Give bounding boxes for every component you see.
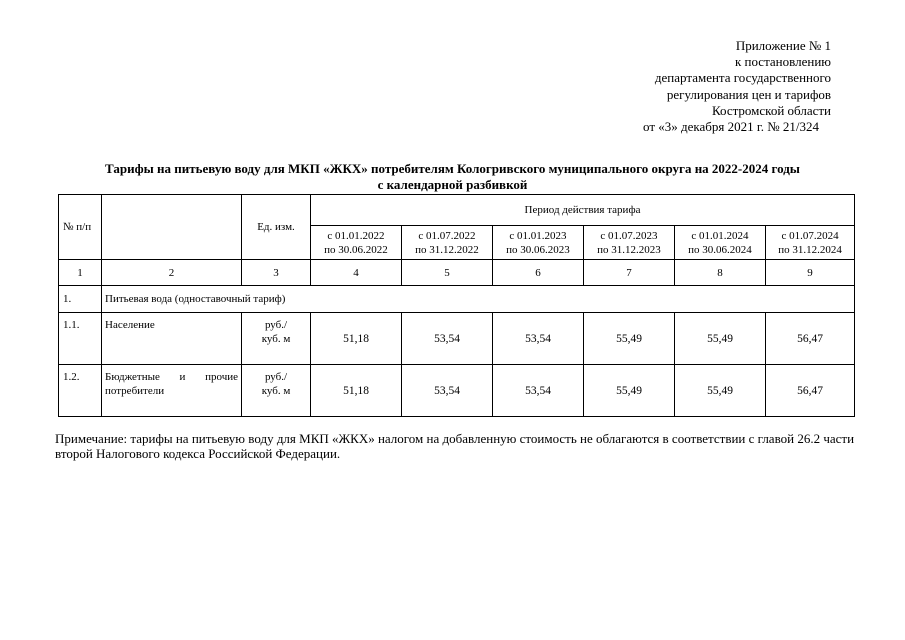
- approval-line-regulation: регулирования цен и тарифов: [666, 86, 831, 102]
- tariff-value: 53,54: [493, 313, 584, 365]
- approval-line-appendix: Приложение № 1: [735, 38, 831, 53]
- table-header-row-1: [59, 195, 855, 226]
- period-to: по 31.12.2022: [415, 243, 479, 256]
- title-line-2: с календарной разбивкой: [377, 177, 528, 192]
- table-row: [59, 365, 855, 417]
- unit-top: руб./: [264, 371, 288, 383]
- period-to: по 31.12.2023: [597, 243, 661, 256]
- period-from: с 01.07.2023: [600, 229, 658, 242]
- table-row: [59, 313, 855, 365]
- header-name: [102, 195, 242, 260]
- column-number: 4: [311, 260, 402, 286]
- column-number: 8: [675, 260, 766, 286]
- tariff-value: 55,49: [584, 365, 675, 417]
- tariff-value: 55,49: [675, 365, 766, 417]
- document-title: [40, 161, 865, 193]
- column-number: 6: [493, 260, 584, 286]
- tariff-value: 53,54: [402, 313, 493, 365]
- period-from: с 01.07.2022: [418, 229, 476, 242]
- tariff-table: [58, 194, 855, 417]
- section-name: Питьевая вода (одноставочный тариф): [102, 286, 855, 313]
- header-period: Период действия тарифа: [311, 195, 855, 226]
- row-consumer: Население: [102, 313, 242, 365]
- period-to: по 30.06.2024: [688, 243, 752, 256]
- header-period-cell: [493, 226, 584, 260]
- header-period-cell: [584, 226, 675, 260]
- unit-bottom: куб. м: [261, 333, 291, 345]
- approval-line-department: департамента государственного: [654, 70, 831, 86]
- row-number: 1.1.: [59, 313, 102, 365]
- approval-line-region: Костромской области: [711, 102, 831, 118]
- column-number: 7: [584, 260, 675, 286]
- period-to: по 30.06.2022: [324, 243, 388, 256]
- row-number: 1.2.: [59, 365, 102, 417]
- approval-date-line: от «3» декабря 2021 г. № 21/324: [642, 119, 819, 135]
- section-number: 1.: [59, 286, 102, 313]
- column-number: 9: [766, 260, 855, 286]
- tariff-value: 56,47: [766, 365, 855, 417]
- header-period-cell: [675, 226, 766, 260]
- tariff-value: 53,54: [402, 365, 493, 417]
- unit-top: руб./: [264, 319, 288, 331]
- title-line-1: Тарифы на питьевую воду для МКП «ЖКХ» потребителям Кологривского муниципального округа на 2022-2024 годы: [105, 161, 800, 176]
- row-unit: [242, 313, 311, 365]
- header-number: № п/п: [59, 195, 102, 260]
- period-from: с 01.01.2022: [327, 229, 385, 242]
- row-unit: [242, 365, 311, 417]
- period-from: с 01.07.2024: [781, 229, 839, 242]
- tariff-value: 51,18: [311, 313, 402, 365]
- section-row: [59, 286, 855, 313]
- tariff-value: 53,54: [493, 365, 584, 417]
- period-from: с 01.01.2023: [509, 229, 567, 242]
- tariff-value: 51,18: [311, 365, 402, 417]
- tariff-value: 56,47: [766, 313, 855, 365]
- period-from: с 01.01.2024: [691, 229, 749, 242]
- period-to: по 30.06.2023: [506, 243, 570, 256]
- header-unit: Ед. изм.: [242, 195, 311, 260]
- row-consumer: Бюджетные и прочие потребители: [102, 365, 242, 417]
- tax-note: Примечание: тарифы на питьевую воду для МКП «ЖКХ» налогом на добавленную стоимость не облагаются в соответствии с главой 26.2 части второй Налогового кодекса Российской Федерации.: [55, 431, 855, 461]
- unit-bottom: куб. м: [261, 385, 291, 397]
- header-period-cell: [311, 226, 402, 260]
- period-to: по 31.12.2024: [778, 243, 842, 256]
- tariff-value: 55,49: [675, 313, 766, 365]
- approval-block: [643, 38, 831, 135]
- column-number: 1: [59, 260, 102, 286]
- header-period-cell: [766, 226, 855, 260]
- tariff-value: 55,49: [584, 313, 675, 365]
- column-number-row: [59, 260, 855, 286]
- column-number: 3: [242, 260, 311, 286]
- column-number: 2: [102, 260, 242, 286]
- approval-line-resolution: к постановлению: [734, 54, 831, 70]
- header-period-cell: [402, 226, 493, 260]
- column-number: 5: [402, 260, 493, 286]
